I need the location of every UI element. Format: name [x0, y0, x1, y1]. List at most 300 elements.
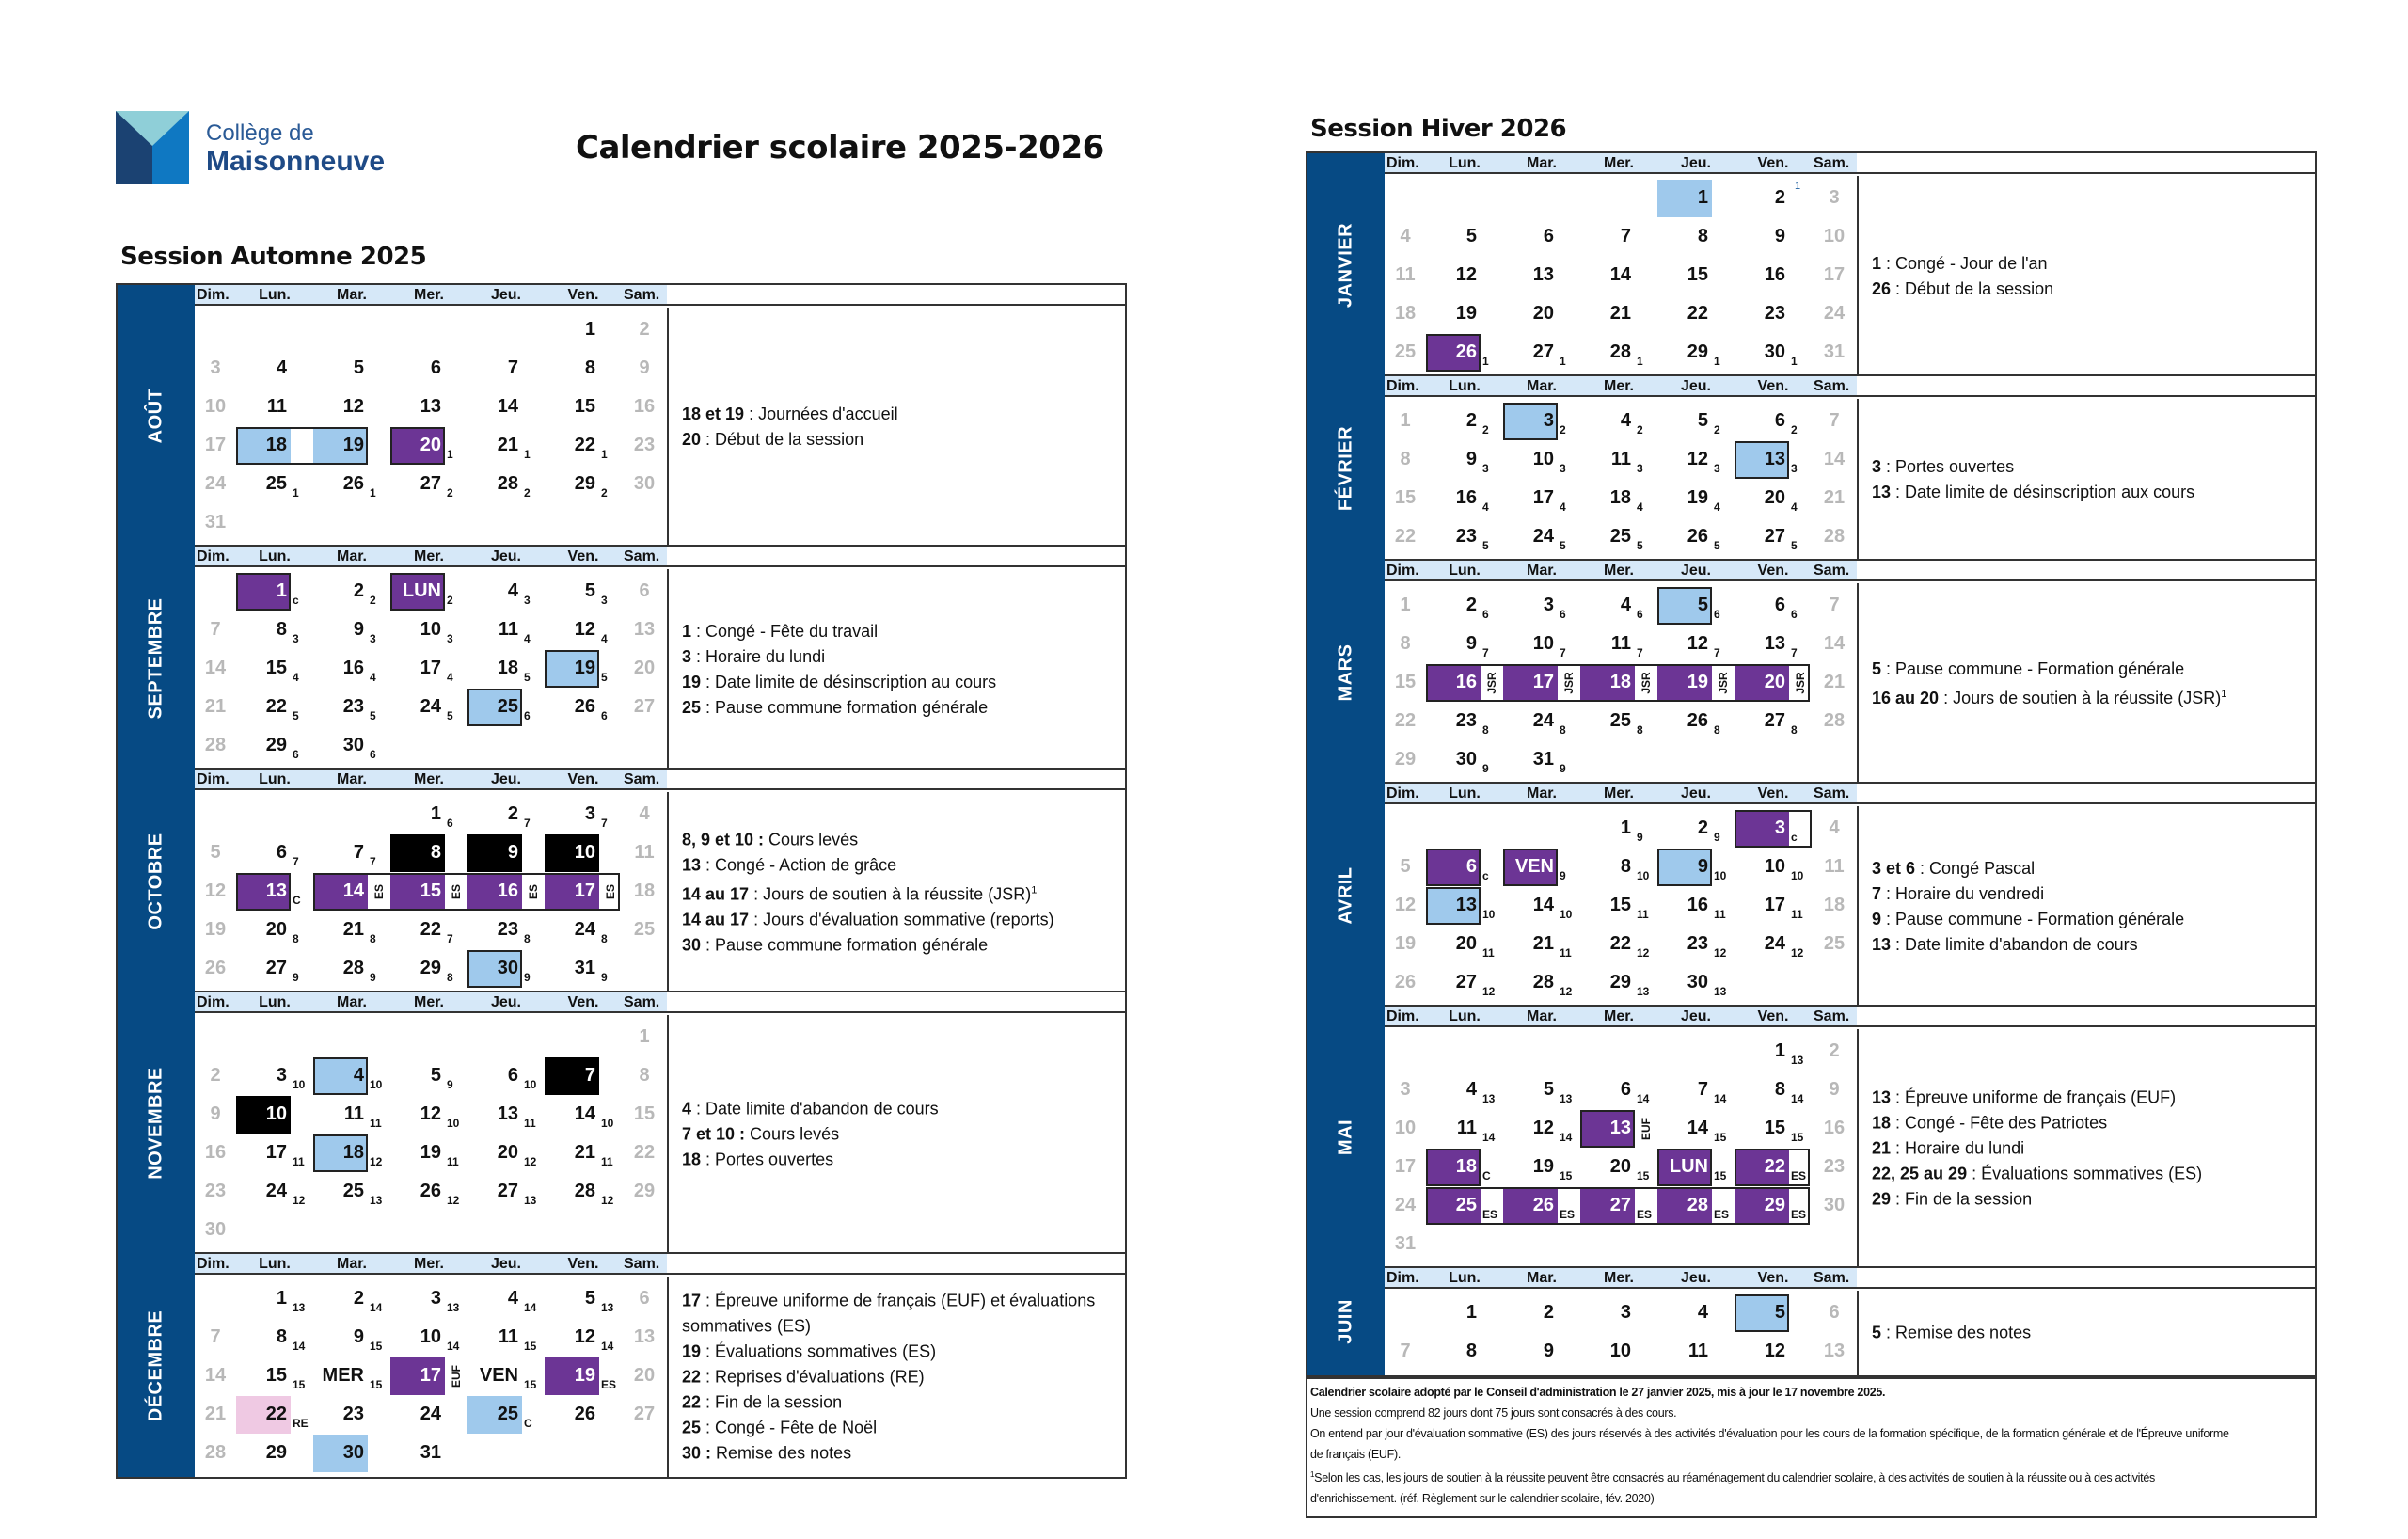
- day-cell[interactable]: [1580, 218, 1657, 256]
- day-cell[interactable]: [1657, 587, 1735, 625]
- day-cell[interactable]: [1385, 1071, 1426, 1109]
- day-cell[interactable]: [236, 466, 313, 503]
- day-cell[interactable]: [467, 1096, 545, 1134]
- day-cell[interactable]: [622, 1319, 667, 1357]
- day-cell[interactable]: [1735, 1187, 1812, 1225]
- day-cell[interactable]: [1503, 1149, 1580, 1186]
- day-cell[interactable]: [1426, 664, 1503, 702]
- day-cell[interactable]: [1503, 1333, 1580, 1371]
- day-cell[interactable]: [467, 427, 545, 465]
- day-cell[interactable]: [313, 427, 390, 465]
- day-cell[interactable]: [1503, 218, 1580, 256]
- day-cell[interactable]: [390, 689, 467, 726]
- day-cell[interactable]: [390, 1435, 467, 1472]
- day-cell[interactable]: [1385, 587, 1426, 625]
- day-cell[interactable]: [195, 389, 236, 426]
- day-cell[interactable]: [467, 1357, 545, 1395]
- day-cell[interactable]: [1735, 180, 1812, 217]
- day-cell[interactable]: [1503, 441, 1580, 479]
- day-cell[interactable]: [195, 727, 236, 765]
- day-cell[interactable]: [195, 427, 236, 465]
- day-cell[interactable]: [390, 796, 467, 833]
- day-cell[interactable]: [1580, 703, 1657, 740]
- day-cell[interactable]: [1385, 480, 1426, 517]
- day-cell[interactable]: [1580, 1071, 1657, 1109]
- day-cell[interactable]: [1657, 1294, 1735, 1332]
- day-cell[interactable]: [1657, 887, 1735, 925]
- day-cell[interactable]: [1580, 1110, 1657, 1148]
- day-cell[interactable]: [1385, 664, 1426, 702]
- day-cell[interactable]: [236, 1396, 313, 1434]
- day-cell[interactable]: [195, 834, 236, 872]
- day-cell[interactable]: [622, 1280, 667, 1318]
- day-cell[interactable]: [1735, 441, 1812, 479]
- day-cell[interactable]: [467, 834, 545, 872]
- day-cell[interactable]: [1657, 1071, 1735, 1109]
- day-cell[interactable]: [622, 650, 667, 688]
- day-cell[interactable]: [1580, 334, 1657, 372]
- day-cell[interactable]: [236, 1357, 313, 1395]
- day-cell[interactable]: [390, 834, 467, 872]
- day-cell[interactable]: [1426, 849, 1503, 886]
- day-cell[interactable]: [1657, 518, 1735, 556]
- day-cell[interactable]: [1503, 703, 1580, 740]
- day-cell[interactable]: [1426, 218, 1503, 256]
- day-cell[interactable]: [1812, 441, 1857, 479]
- day-cell[interactable]: [1735, 480, 1812, 517]
- day-cell[interactable]: [467, 1396, 545, 1434]
- day-cell[interactable]: [1580, 587, 1657, 625]
- day-cell[interactable]: [1657, 1110, 1735, 1148]
- day-cell[interactable]: [313, 912, 390, 949]
- day-cell[interactable]: [313, 873, 390, 911]
- day-cell[interactable]: [1385, 1333, 1426, 1371]
- day-cell[interactable]: [313, 950, 390, 988]
- day-cell[interactable]: [236, 873, 313, 911]
- day-cell[interactable]: [1580, 403, 1657, 440]
- day-cell[interactable]: [1385, 218, 1426, 256]
- day-cell[interactable]: [1812, 849, 1857, 886]
- day-cell[interactable]: [390, 611, 467, 649]
- day-cell[interactable]: [1812, 518, 1857, 556]
- day-cell[interactable]: [236, 573, 313, 611]
- day-cell[interactable]: [313, 727, 390, 765]
- day-cell[interactable]: [390, 427, 467, 465]
- day-cell[interactable]: [195, 504, 236, 542]
- day-cell[interactable]: [313, 1096, 390, 1134]
- day-cell[interactable]: [467, 1057, 545, 1095]
- day-cell[interactable]: [1812, 1110, 1857, 1148]
- day-cell[interactable]: [1426, 403, 1503, 440]
- day-cell[interactable]: [1657, 810, 1735, 848]
- day-cell[interactable]: [313, 1319, 390, 1357]
- day-cell[interactable]: [195, 1212, 236, 1249]
- day-cell[interactable]: [1385, 887, 1426, 925]
- day-cell[interactable]: [467, 912, 545, 949]
- day-cell[interactable]: [390, 350, 467, 388]
- day-cell[interactable]: [545, 796, 622, 833]
- day-cell[interactable]: [622, 1019, 667, 1056]
- day-cell[interactable]: [1735, 810, 1812, 848]
- day-cell[interactable]: [467, 650, 545, 688]
- day-cell[interactable]: [1657, 1333, 1735, 1371]
- day-cell[interactable]: [236, 689, 313, 726]
- day-cell[interactable]: [236, 1319, 313, 1357]
- day-cell[interactable]: [1503, 587, 1580, 625]
- day-cell[interactable]: [1503, 664, 1580, 702]
- day-cell[interactable]: [467, 611, 545, 649]
- day-cell[interactable]: [467, 466, 545, 503]
- day-cell[interactable]: [1426, 587, 1503, 625]
- day-cell[interactable]: [1503, 887, 1580, 925]
- day-cell[interactable]: [1426, 518, 1503, 556]
- day-cell[interactable]: [622, 389, 667, 426]
- day-cell[interactable]: [1426, 887, 1503, 925]
- day-cell[interactable]: [1812, 587, 1857, 625]
- day-cell[interactable]: [1503, 1110, 1580, 1148]
- day-cell[interactable]: [236, 1280, 313, 1318]
- day-cell[interactable]: [1580, 964, 1657, 1002]
- day-cell[interactable]: [1503, 1187, 1580, 1225]
- day-cell[interactable]: [1385, 1110, 1426, 1148]
- day-cell[interactable]: [1426, 1333, 1503, 1371]
- day-cell[interactable]: [545, 1057, 622, 1095]
- day-cell[interactable]: [1503, 1071, 1580, 1109]
- day-cell[interactable]: [1385, 926, 1426, 963]
- day-cell[interactable]: [1735, 887, 1812, 925]
- day-cell[interactable]: [1426, 1071, 1503, 1109]
- day-cell[interactable]: [467, 873, 545, 911]
- day-cell[interactable]: [1580, 810, 1657, 848]
- day-cell[interactable]: [467, 689, 545, 726]
- day-cell[interactable]: [545, 1173, 622, 1211]
- day-cell[interactable]: [1503, 480, 1580, 517]
- day-cell[interactable]: [622, 611, 667, 649]
- day-cell[interactable]: [1812, 1333, 1857, 1371]
- day-cell[interactable]: [1426, 441, 1503, 479]
- day-cell[interactable]: [390, 1057, 467, 1095]
- day-cell[interactable]: [1735, 1333, 1812, 1371]
- day-cell[interactable]: [1812, 180, 1857, 217]
- day-cell[interactable]: [545, 689, 622, 726]
- day-cell[interactable]: [545, 466, 622, 503]
- day-cell[interactable]: [1385, 626, 1426, 663]
- day-cell[interactable]: [236, 1096, 313, 1134]
- day-cell[interactable]: [622, 1173, 667, 1211]
- day-cell[interactable]: [1385, 1226, 1426, 1263]
- day-cell[interactable]: [1812, 1187, 1857, 1225]
- day-cell[interactable]: [1735, 518, 1812, 556]
- day-cell[interactable]: [1657, 480, 1735, 517]
- day-cell[interactable]: [236, 350, 313, 388]
- day-cell[interactable]: [1580, 1294, 1657, 1332]
- day-cell[interactable]: [622, 466, 667, 503]
- day-cell[interactable]: [545, 350, 622, 388]
- day-cell[interactable]: [195, 466, 236, 503]
- day-cell[interactable]: [236, 1173, 313, 1211]
- day-cell[interactable]: [467, 1319, 545, 1357]
- day-cell[interactable]: [1657, 441, 1735, 479]
- day-cell[interactable]: [390, 1173, 467, 1211]
- day-cell[interactable]: [1580, 887, 1657, 925]
- day-cell[interactable]: [1812, 403, 1857, 440]
- day-cell[interactable]: [1580, 626, 1657, 663]
- day-cell[interactable]: [1735, 1071, 1812, 1109]
- day-cell[interactable]: [313, 611, 390, 649]
- day-cell[interactable]: [1426, 926, 1503, 963]
- day-cell[interactable]: [467, 796, 545, 833]
- day-cell[interactable]: [1580, 1187, 1657, 1225]
- day-cell[interactable]: [545, 1357, 622, 1395]
- day-cell[interactable]: [1812, 218, 1857, 256]
- day-cell[interactable]: [1812, 1071, 1857, 1109]
- day-cell[interactable]: [313, 466, 390, 503]
- day-cell[interactable]: [1385, 1149, 1426, 1186]
- day-cell[interactable]: [622, 834, 667, 872]
- day-cell[interactable]: [1426, 1294, 1503, 1332]
- day-cell[interactable]: [390, 466, 467, 503]
- day-cell[interactable]: [622, 1357, 667, 1395]
- day-cell[interactable]: [313, 1435, 390, 1472]
- day-cell[interactable]: [1385, 741, 1426, 779]
- day-cell[interactable]: [1385, 1187, 1426, 1225]
- day-cell[interactable]: [1580, 441, 1657, 479]
- day-cell[interactable]: [236, 834, 313, 872]
- day-cell[interactable]: [1735, 334, 1812, 372]
- day-cell[interactable]: [1735, 1033, 1812, 1071]
- day-cell[interactable]: [1735, 849, 1812, 886]
- day-cell[interactable]: [1385, 257, 1426, 294]
- day-cell[interactable]: [1812, 1033, 1857, 1071]
- day-cell[interactable]: [545, 573, 622, 611]
- day-cell[interactable]: [1426, 1110, 1503, 1148]
- day-cell[interactable]: [1503, 626, 1580, 663]
- day-cell[interactable]: [622, 573, 667, 611]
- day-cell[interactable]: [1426, 1187, 1503, 1225]
- day-cell[interactable]: [1735, 926, 1812, 963]
- day-cell[interactable]: [195, 1357, 236, 1395]
- day-cell[interactable]: [1426, 626, 1503, 663]
- day-cell[interactable]: [545, 950, 622, 988]
- day-cell[interactable]: [1657, 849, 1735, 886]
- day-cell[interactable]: [1812, 1294, 1857, 1332]
- day-cell[interactable]: [236, 1134, 313, 1172]
- day-cell[interactable]: [467, 350, 545, 388]
- day-cell[interactable]: [1735, 703, 1812, 740]
- day-cell[interactable]: [313, 1173, 390, 1211]
- day-cell[interactable]: [1657, 964, 1735, 1002]
- day-cell[interactable]: [313, 1396, 390, 1434]
- day-cell[interactable]: [1385, 703, 1426, 740]
- day-cell[interactable]: [195, 1057, 236, 1095]
- day-cell[interactable]: [1657, 403, 1735, 440]
- day-cell[interactable]: [1580, 257, 1657, 294]
- day-cell[interactable]: [1735, 218, 1812, 256]
- day-cell[interactable]: [390, 1280, 467, 1318]
- day-cell[interactable]: [313, 1357, 390, 1395]
- day-cell[interactable]: [1735, 403, 1812, 440]
- day-cell[interactable]: [622, 350, 667, 388]
- day-cell[interactable]: [1735, 295, 1812, 333]
- day-cell[interactable]: [313, 1057, 390, 1095]
- day-cell[interactable]: [1812, 1149, 1857, 1186]
- day-cell[interactable]: [622, 311, 667, 349]
- day-cell[interactable]: [1503, 926, 1580, 963]
- day-cell[interactable]: [390, 1319, 467, 1357]
- day-cell[interactable]: [195, 650, 236, 688]
- day-cell[interactable]: [622, 1396, 667, 1434]
- day-cell[interactable]: [195, 873, 236, 911]
- day-cell[interactable]: [467, 389, 545, 426]
- day-cell[interactable]: [545, 311, 622, 349]
- day-cell[interactable]: [1580, 926, 1657, 963]
- day-cell[interactable]: [1812, 664, 1857, 702]
- day-cell[interactable]: [236, 389, 313, 426]
- day-cell[interactable]: [1385, 403, 1426, 440]
- day-cell[interactable]: [467, 1134, 545, 1172]
- day-cell[interactable]: [1812, 295, 1857, 333]
- day-cell[interactable]: [1735, 1110, 1812, 1148]
- day-cell[interactable]: [236, 1435, 313, 1472]
- day-cell[interactable]: [195, 1096, 236, 1134]
- day-cell[interactable]: [390, 912, 467, 949]
- day-cell[interactable]: [1503, 334, 1580, 372]
- day-cell[interactable]: [313, 689, 390, 726]
- day-cell[interactable]: [1503, 741, 1580, 779]
- day-cell[interactable]: [545, 611, 622, 649]
- day-cell[interactable]: [1426, 1149, 1503, 1186]
- day-cell[interactable]: [195, 689, 236, 726]
- day-cell[interactable]: [195, 1134, 236, 1172]
- day-cell[interactable]: [467, 573, 545, 611]
- day-cell[interactable]: [195, 1173, 236, 1211]
- day-cell[interactable]: [1657, 703, 1735, 740]
- day-cell[interactable]: [236, 611, 313, 649]
- day-cell[interactable]: [313, 1280, 390, 1318]
- day-cell[interactable]: [1812, 810, 1857, 848]
- day-cell[interactable]: [1580, 1333, 1657, 1371]
- day-cell[interactable]: [1385, 849, 1426, 886]
- day-cell[interactable]: [195, 1319, 236, 1357]
- day-cell[interactable]: [1426, 964, 1503, 1002]
- day-cell[interactable]: [1812, 257, 1857, 294]
- day-cell[interactable]: [195, 1435, 236, 1472]
- day-cell[interactable]: [1580, 849, 1657, 886]
- day-cell[interactable]: [1503, 403, 1580, 440]
- day-cell[interactable]: [1385, 518, 1426, 556]
- day-cell[interactable]: [1503, 257, 1580, 294]
- day-cell[interactable]: [1657, 1149, 1735, 1186]
- day-cell[interactable]: [1812, 334, 1857, 372]
- day-cell[interactable]: [545, 1319, 622, 1357]
- day-cell[interactable]: [390, 1096, 467, 1134]
- day-cell[interactable]: [622, 1057, 667, 1095]
- day-cell[interactable]: [545, 1280, 622, 1318]
- day-cell[interactable]: [1812, 480, 1857, 517]
- day-cell[interactable]: [1426, 480, 1503, 517]
- day-cell[interactable]: [622, 873, 667, 911]
- day-cell[interactable]: [1503, 964, 1580, 1002]
- day-cell[interactable]: [236, 427, 313, 465]
- day-cell[interactable]: [1580, 518, 1657, 556]
- day-cell[interactable]: [1503, 849, 1580, 886]
- day-cell[interactable]: [390, 1357, 467, 1395]
- day-cell[interactable]: [1580, 664, 1657, 702]
- day-cell[interactable]: [545, 427, 622, 465]
- day-cell[interactable]: [545, 912, 622, 949]
- day-cell[interactable]: [236, 1057, 313, 1095]
- day-cell[interactable]: [1735, 626, 1812, 663]
- day-cell[interactable]: [1812, 887, 1857, 925]
- day-cell[interactable]: [467, 1173, 545, 1211]
- day-cell[interactable]: [622, 1096, 667, 1134]
- day-cell[interactable]: [467, 950, 545, 988]
- day-cell[interactable]: [1812, 926, 1857, 963]
- day-cell[interactable]: [1580, 295, 1657, 333]
- day-cell[interactable]: [1735, 664, 1812, 702]
- day-cell[interactable]: [622, 912, 667, 949]
- day-cell[interactable]: [313, 1134, 390, 1172]
- day-cell[interactable]: [1657, 218, 1735, 256]
- day-cell[interactable]: [1657, 1187, 1735, 1225]
- day-cell[interactable]: [236, 727, 313, 765]
- day-cell[interactable]: [467, 1280, 545, 1318]
- day-cell[interactable]: [313, 350, 390, 388]
- day-cell[interactable]: [390, 573, 467, 611]
- day-cell[interactable]: [1657, 295, 1735, 333]
- day-cell[interactable]: [1657, 626, 1735, 663]
- day-cell[interactable]: [1735, 1294, 1812, 1332]
- day-cell[interactable]: [1657, 926, 1735, 963]
- day-cell[interactable]: [1657, 257, 1735, 294]
- day-cell[interactable]: [622, 689, 667, 726]
- day-cell[interactable]: [1657, 664, 1735, 702]
- day-cell[interactable]: [1735, 587, 1812, 625]
- day-cell[interactable]: [1580, 1149, 1657, 1186]
- day-cell[interactable]: [390, 650, 467, 688]
- day-cell[interactable]: [195, 1396, 236, 1434]
- day-cell[interactable]: [313, 573, 390, 611]
- day-cell[interactable]: [313, 389, 390, 426]
- day-cell[interactable]: [622, 427, 667, 465]
- day-cell[interactable]: [545, 1096, 622, 1134]
- day-cell[interactable]: [1812, 703, 1857, 740]
- day-cell[interactable]: [1657, 334, 1735, 372]
- day-cell[interactable]: [390, 389, 467, 426]
- day-cell[interactable]: [390, 1396, 467, 1434]
- day-cell[interactable]: [622, 1134, 667, 1172]
- day-cell[interactable]: [622, 796, 667, 833]
- day-cell[interactable]: [1657, 180, 1735, 217]
- day-cell[interactable]: [236, 650, 313, 688]
- day-cell[interactable]: [545, 389, 622, 426]
- day-cell[interactable]: [236, 912, 313, 949]
- day-cell[interactable]: [195, 350, 236, 388]
- day-cell[interactable]: [390, 873, 467, 911]
- day-cell[interactable]: [195, 912, 236, 949]
- day-cell[interactable]: [1385, 964, 1426, 1002]
- day-cell[interactable]: [1503, 295, 1580, 333]
- day-cell[interactable]: [195, 950, 236, 988]
- day-cell[interactable]: [1385, 295, 1426, 333]
- day-cell[interactable]: [1426, 703, 1503, 740]
- day-cell[interactable]: [236, 950, 313, 988]
- day-cell[interactable]: [1426, 334, 1503, 372]
- day-cell[interactable]: [1503, 518, 1580, 556]
- day-cell[interactable]: [1385, 441, 1426, 479]
- day-cell[interactable]: [545, 834, 622, 872]
- day-cell[interactable]: [313, 834, 390, 872]
